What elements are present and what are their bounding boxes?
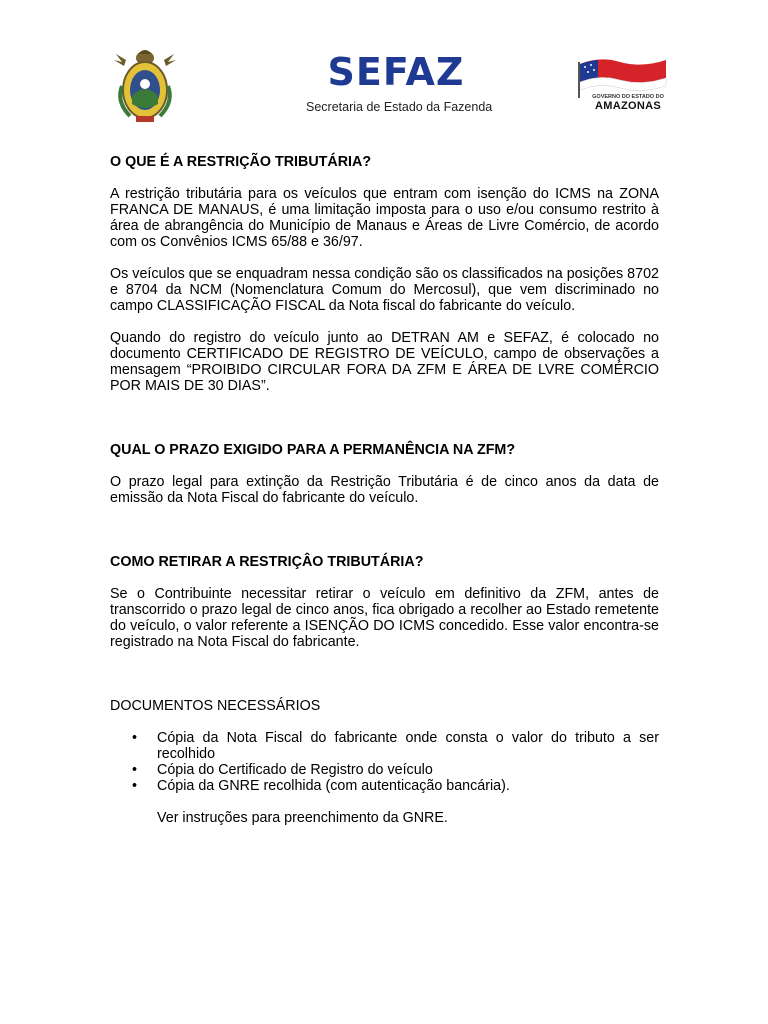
section-heading-restricao: O QUE É A RESTRIÇÃO TRIBUTÁRIA?	[110, 154, 372, 170]
amazonas-flag-icon	[576, 56, 672, 98]
document-body	[110, 154, 659, 826]
list-item-text: Cópia da GNRE recolhida (com autenticação bancária).	[157, 778, 510, 794]
amazonas-logo-name: AMAZONAS	[595, 100, 661, 112]
sefaz-logo-word: SEFAZ	[327, 50, 465, 94]
paragraph-restricao-registro: Quando do registro do veículo junto ao DETRAN AM e SEFAZ, é colocado no documento CERTIFICADO DE REGISTRO DE VEÍCULO, campo de observações a mensagem “PROIBIDO CIRCULAR FORA DA ZFM E ÁREA DE LVRE COMÉRCIO POR MAIS DE 30 DIAS”.	[110, 330, 659, 394]
section-heading-retirar: COMO RETIRAR A RESTRIÇÂO TRIBUTÁRIA?	[110, 554, 424, 570]
list-item	[110, 762, 659, 778]
paragraph-retirar: Se o Contribuinte necessitar retirar o veículo em definitivo da ZFM, antes de transcorrido o prazo legal de cinco anos, fica obrigado a recolher ao Estado remetente do veículo, o valor referente a ISENÇÃO DO ICMS concedido. Esse valor encontra-se registrado na Nota Fiscal do fabricante.	[110, 586, 659, 650]
coat-of-arms-logo	[112, 46, 178, 124]
paragraph-prazo: O prazo legal para extinção da Restrição Tributária é de cinco anos da data de emissão da Nota Fiscal do fabricante do veículo.	[110, 474, 659, 506]
sefaz-logo	[306, 50, 493, 122]
section-heading-prazo: QUAL O PRAZO EXIGIDO PARA A PERMANÊNCIA NA ZFM?	[110, 442, 516, 458]
paragraph-restricao-definicao: A restrição tributária para os veículos que entram com isenção do ICMS na ZONA FRANCA DE MANAUS, é uma limitação imposta para o uso e/ou consumo restrito à área de abrangência do Município de Manaus e Áreas de Livre Comércio, de acordo com os Convênios ICMS 65/88 e 36/97.	[110, 186, 659, 250]
documents-list	[110, 730, 659, 794]
list-item	[110, 778, 659, 794]
paragraph-restricao-classificacao: Os veículos que se enquadram nessa condição são os classificados na posições 8702 e 8704 da NCM (Nomenclatura Comum do Mercosul), que vem discriminado no campo CLASSIFICAÇÃO FISCAL da Nota fiscal do fabricante do veículo.	[110, 266, 659, 314]
list-item-text: Cópia da Nota Fiscal do fabricante onde consta o valor do tributo a ser recolhido	[157, 730, 659, 762]
list-item	[110, 730, 659, 762]
amazonas-government-logo	[576, 56, 672, 116]
list-item-text: Cópia do Certificado de Registro do veículo	[157, 762, 433, 778]
document-header	[0, 0, 768, 130]
section-heading-documentos: DOCUMENTOS NECESSÁRIOS	[110, 698, 321, 714]
amazonas-logo-caption: GOVERNO DO ESTADO DO	[592, 94, 664, 100]
bullet-marker: •	[132, 778, 138, 794]
bullet-marker: •	[132, 730, 138, 746]
bullet-marker: •	[132, 762, 138, 778]
sefaz-logo-subtitle: Secretaria de Estado da Fazenda	[306, 100, 493, 114]
gnre-instructions-text: Ver instruções para preenchimento da GNRE.	[157, 810, 448, 826]
